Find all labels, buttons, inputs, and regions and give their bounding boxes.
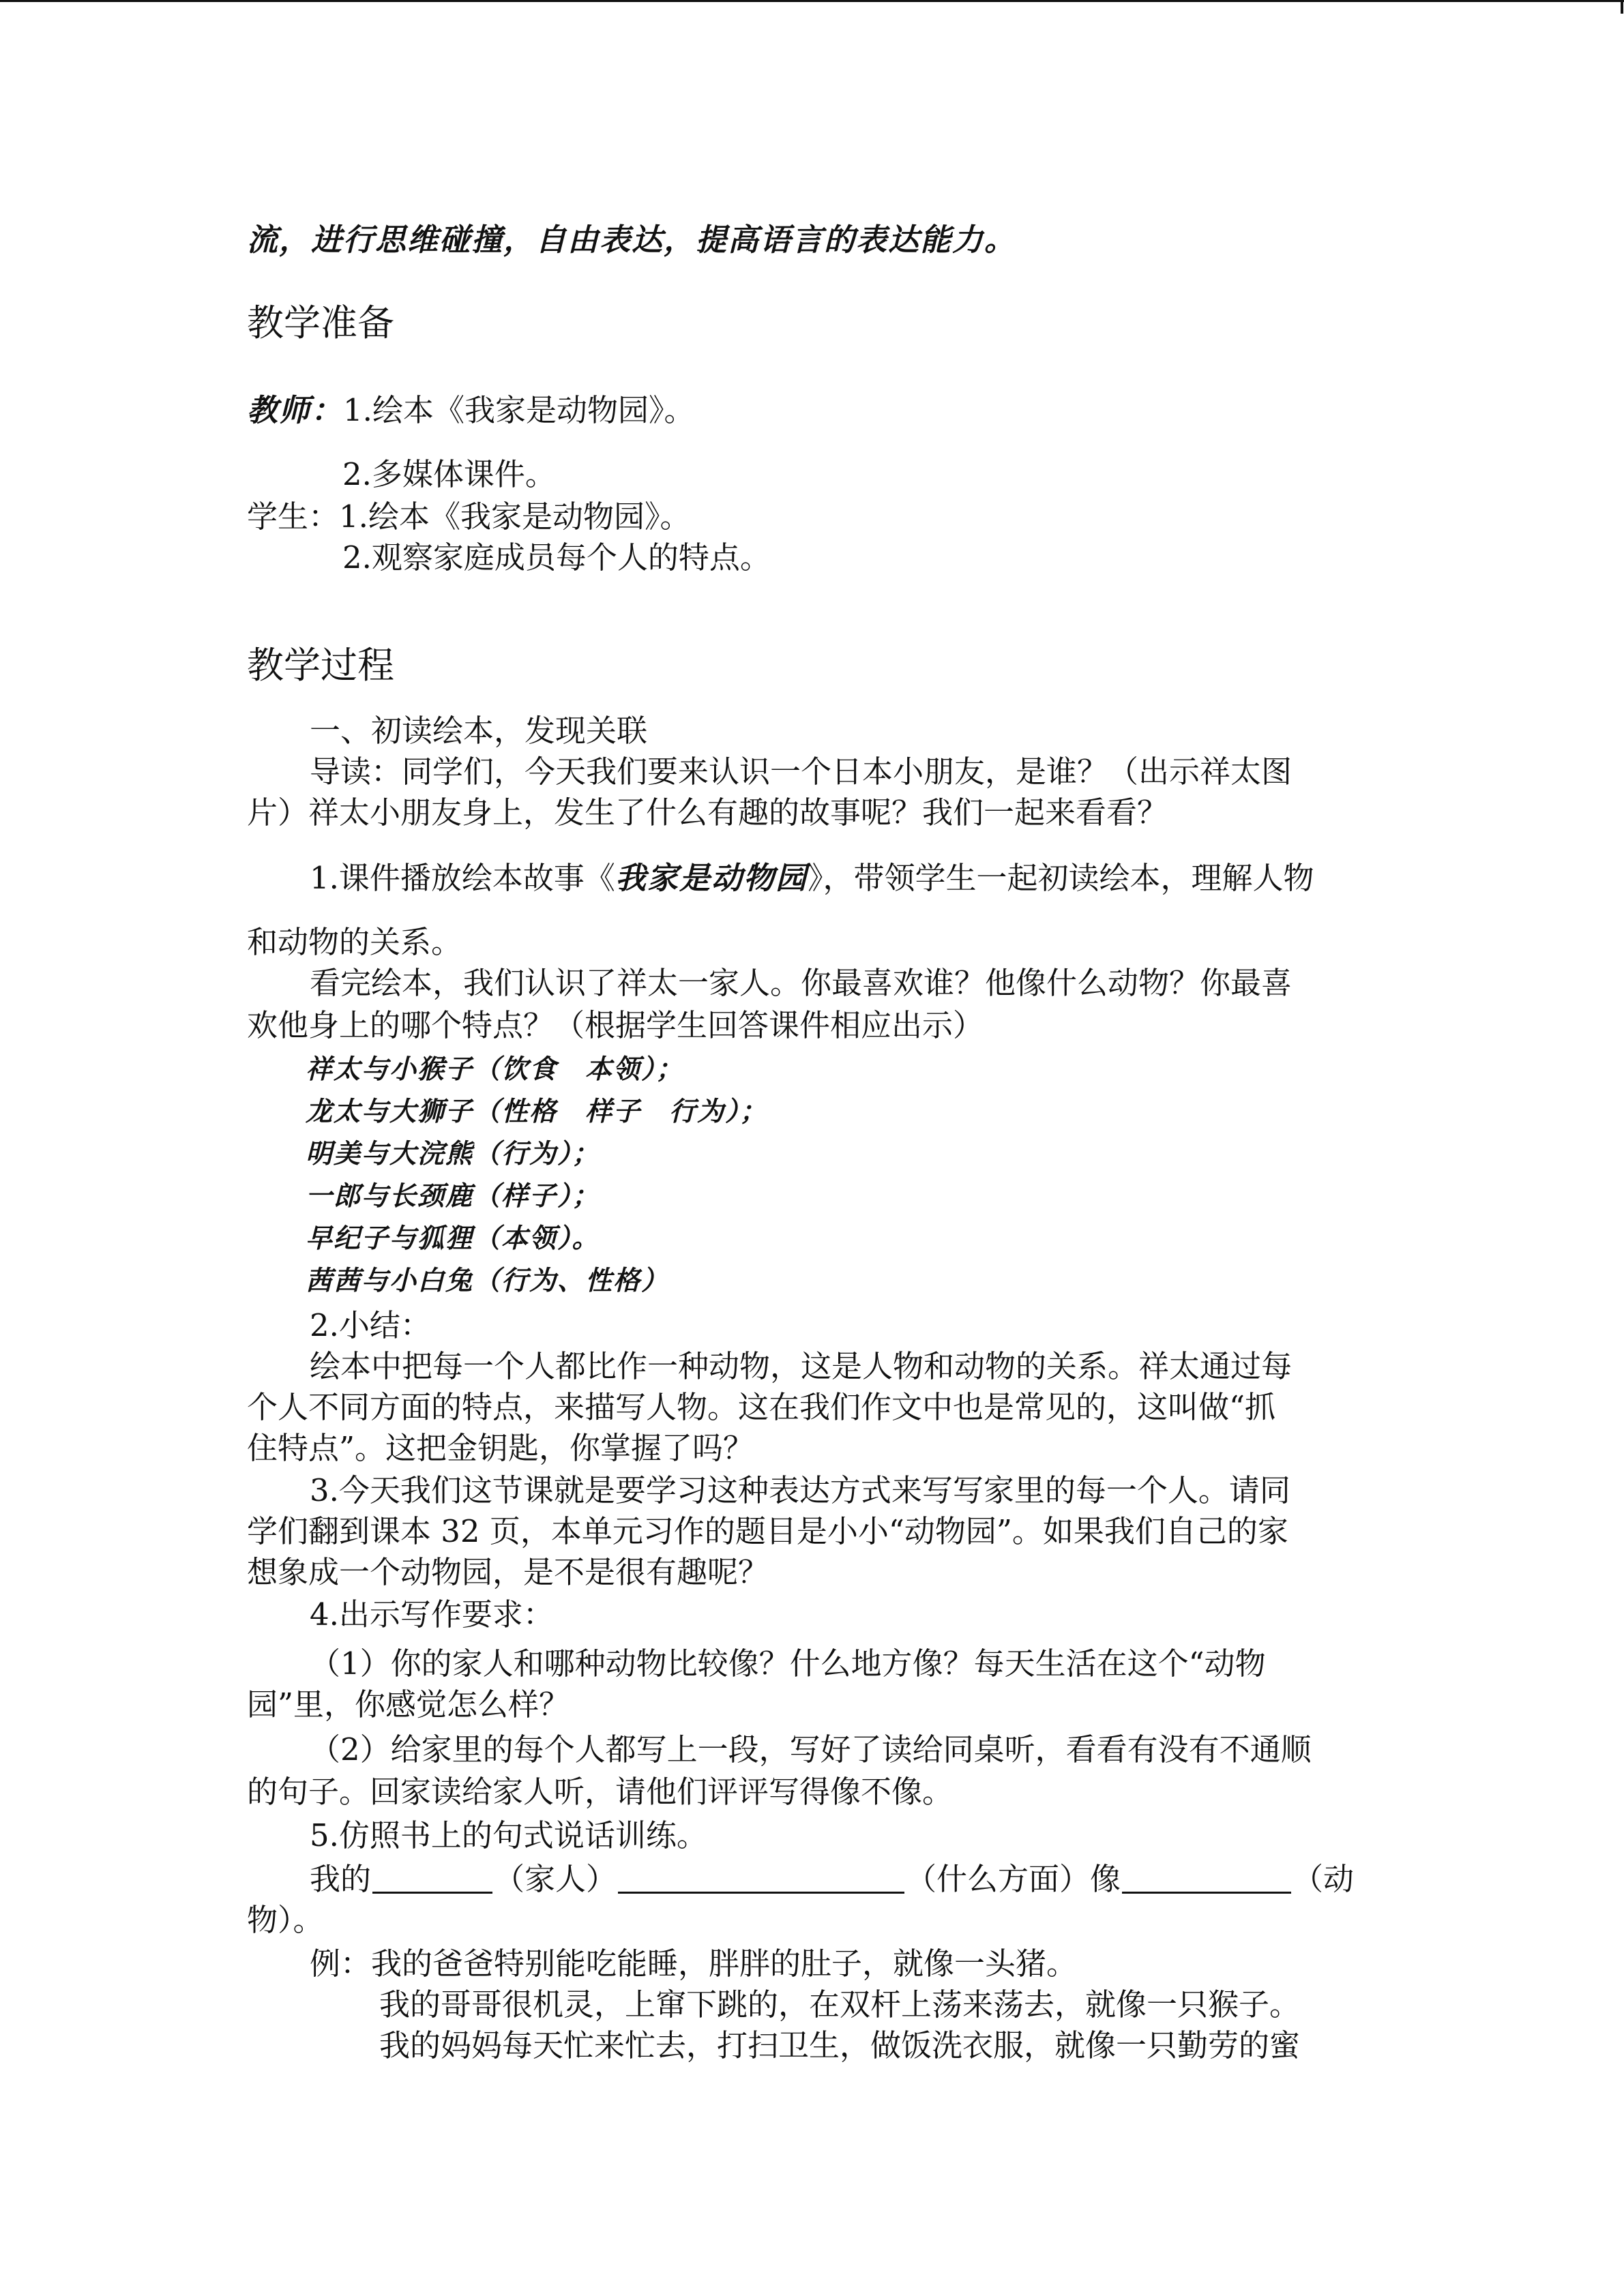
step1-line-2: 和动物的关系。 [247, 924, 462, 960]
step5-line: 5.仿照书上的句式说话训练。 [310, 1817, 707, 1853]
step1-text: 1.课件播放绘本故事《 [310, 860, 615, 896]
student-item-line: 2.观察家庭成员每个人的特点。 [342, 539, 771, 576]
step3-line-2: 学们翻到课本 32 页，本单元习作的题目是小小“动物园”。如果我们自己的家 [247, 1513, 1288, 1549]
pair-item: 茜茜与小白兔（行为、性格） [306, 1265, 670, 1296]
guide-line-2: 片）祥太小朋友身上，发生了什么有趣的故事呢？我们一起来看看？ [247, 794, 1168, 831]
step3-line-3: 想象成一个动物园，是不是很有趣呢？ [247, 1554, 769, 1590]
req2-line-1: （2）给家里的每个人都写上一段，写好了读给同桌听，看看有没有不通顺 [310, 1731, 1312, 1768]
student-line [0, 495, 1624, 539]
step1-text: 》，带领学生一起初读绘本，理解人物 [807, 860, 1314, 896]
read-line-1: 看完绘本，我们认识了祥太一家人。你最喜欢谁？他像什么动物？你最喜 [310, 965, 1293, 1001]
pair-item: 一郎与长颈鹿（样子）； [306, 1180, 600, 1212]
read-line-2: 欢他身上的哪个特点？（根据学生回答课件相应出示） [247, 1007, 984, 1043]
teacher-line [0, 389, 1624, 432]
pattern-text: （家人） [494, 1861, 617, 1897]
page-corner-mark [0, 0, 1624, 2]
summary-label: 2.小结： [310, 1307, 431, 1343]
pattern-line [0, 1858, 1624, 1901]
process-heading: 教学过程 [247, 644, 394, 687]
book-title: 我家是动物园 [615, 860, 808, 896]
pair-item: 祥太与小猴子（饮食 本领）； [306, 1054, 684, 1085]
student-label: 学生： [247, 498, 340, 535]
pattern-text: 我的 [310, 1861, 372, 1897]
section1-title: 一、初读绘本，发现关联 [310, 713, 648, 749]
req1-line-2: 园”里，你感觉怎么样？ [247, 1686, 570, 1723]
teacher-item-line: 2.多媒体课件。 [342, 456, 556, 492]
example-line-3: 我的妈妈每天忙来忙去，打扫卫生，做饭洗衣服，就像一只勤劳的蜜 [379, 2027, 1301, 2063]
teacher-item: 1.绘本《我家是动物园》。 [343, 392, 695, 428]
intro-line: 流，进行思维碰撞，自由表达，提高语言的表达能力。 [247, 222, 1017, 258]
example-line-1: 例：我的爸爸特别能吃能睡，胖胖的肚子，就像一头猪。 [310, 1945, 1078, 1982]
req2-line-2: 的句子。回家读给家人听，请他们评评写得像不像。 [247, 1774, 954, 1810]
blank-family [372, 1863, 492, 1894]
student-item: 1.绘本《我家是动物园》。 [339, 498, 691, 535]
step3-line-1: 3.今天我们这节课就是要学习这种表达方式来写写家里的每一个人。请同 [310, 1472, 1290, 1508]
req1-line-1: （1）你的家人和哪种动物比较像？什么地方像？每天生活在这个“动物 [310, 1645, 1266, 1682]
step4-line: 4.出示写作要求： [310, 1596, 554, 1632]
pattern-text: （什么方面）像 [906, 1861, 1121, 1897]
blank-animal [1122, 1863, 1291, 1894]
step1-line-1 [0, 856, 1624, 900]
summary-line-1: 绘本中把每一个人都比作一种动物，这是人物和动物的关系。祥太通过每 [310, 1348, 1293, 1384]
pattern-text: （动 [1293, 1861, 1355, 1897]
pair-item: 龙太与大狮子（性格 样子 行为）； [306, 1096, 768, 1127]
blank-aspect [618, 1863, 904, 1894]
pair-item: 明美与大浣熊（行为）； [306, 1138, 600, 1169]
page-corner-mark [1621, 0, 1623, 14]
summary-line-2: 个人不同方面的特点，来描写人物。这在我们作文中也是常见的，这叫做“抓 [247, 1389, 1276, 1425]
guide-line-1: 导读：同学们，今天我们要来认识一个日本小朋友，是谁？（出示祥太图 [310, 754, 1293, 790]
teacher-label: 教师： [247, 392, 344, 428]
prep-heading: 教学准备 [247, 301, 394, 344]
example-line-2: 我的哥哥很机灵，上窜下跳的，在双杆上荡来荡去，就像一只猴子。 [379, 1986, 1301, 2023]
pattern-line-2: 物）。 [247, 1902, 324, 1938]
pair-item: 早纪子与狐狸（本领）。 [306, 1223, 600, 1254]
summary-line-3: 住特点”。这把金钥匙，你掌握了吗？ [247, 1430, 754, 1466]
